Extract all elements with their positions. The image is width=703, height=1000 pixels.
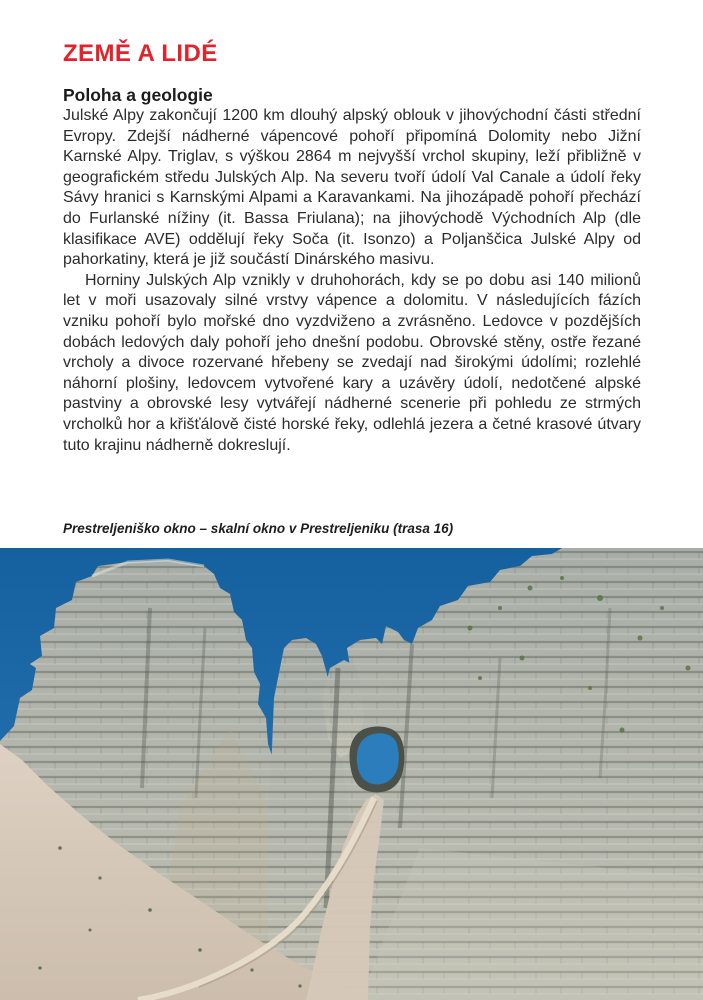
mountain-photo [0, 548, 703, 1000]
rock-window [350, 727, 405, 793]
subsection-heading: Poloha a geologie [63, 85, 213, 105]
photo-caption: Prestreljeniško okno – skalní okno v Prestreljeniku (trasa 16) [63, 521, 454, 536]
paragraph-1: Julské Alpy zakončují 1200 km dlouhý alpský oblouk v jihovýchodní části střední Evropy. Zdejší nádherné vápencové pohoří připomíná Dolomity nebo Jižní Karnské Alpy. Triglav, s výškou 2864 m nejvyšší vrchol skupiny, leží přibližně v geografickém středu Julských Alp. Na severu tvoří údolí Val Canale a údolí řeky Sávy hranici s Karnskými Alpami a Karavankami. Na jihozápadě pohoří přechází do Furlanské nížiny (it. Bassa Friulana); na jihovýchodě Východních Alp (dle klasifikace AVE) oddělují řeky Soča (it. Isonzo) a Poljanščica Julské Alpy od pahorkatiny, která je již součástí Dinárského masivu. [63, 107, 641, 269]
paragraph-2: Horniny Julských Alp vznikly v druhohorách, kdy se po dobu asi 140 milionů let v moři usazovaly silné vrstvy vápence a dolomitu. V následujících fázích vzniku pohoří bylo mořské dno vyzdviženo a zvrásněno. Ledovce v pozdějších dobách ledových daly pohoří jeho dnešní podobu. Obrovské stěny, ostře řezané vrcholy a divoce rozervané hřebeny se zvedají nad širokými údolími; rozlehlé náhorní plošiny, ledovcem vytvořené kary a uzávěry údolí, nedotčené alpské pastviny a obrovské lesy vytvářejí nádherné scenerie při pohledu ze strmých vrcholků hor a křišťálově čisté horské řeky, odlehlá jezera a četné krasové útvary tuto krajinu nádherně dokreslují. [63, 271, 641, 454]
rock-window-illustration [0, 548, 703, 1000]
body-text [63, 106, 641, 456]
section-title: ZEMĚ A LIDÉ [63, 40, 218, 67]
